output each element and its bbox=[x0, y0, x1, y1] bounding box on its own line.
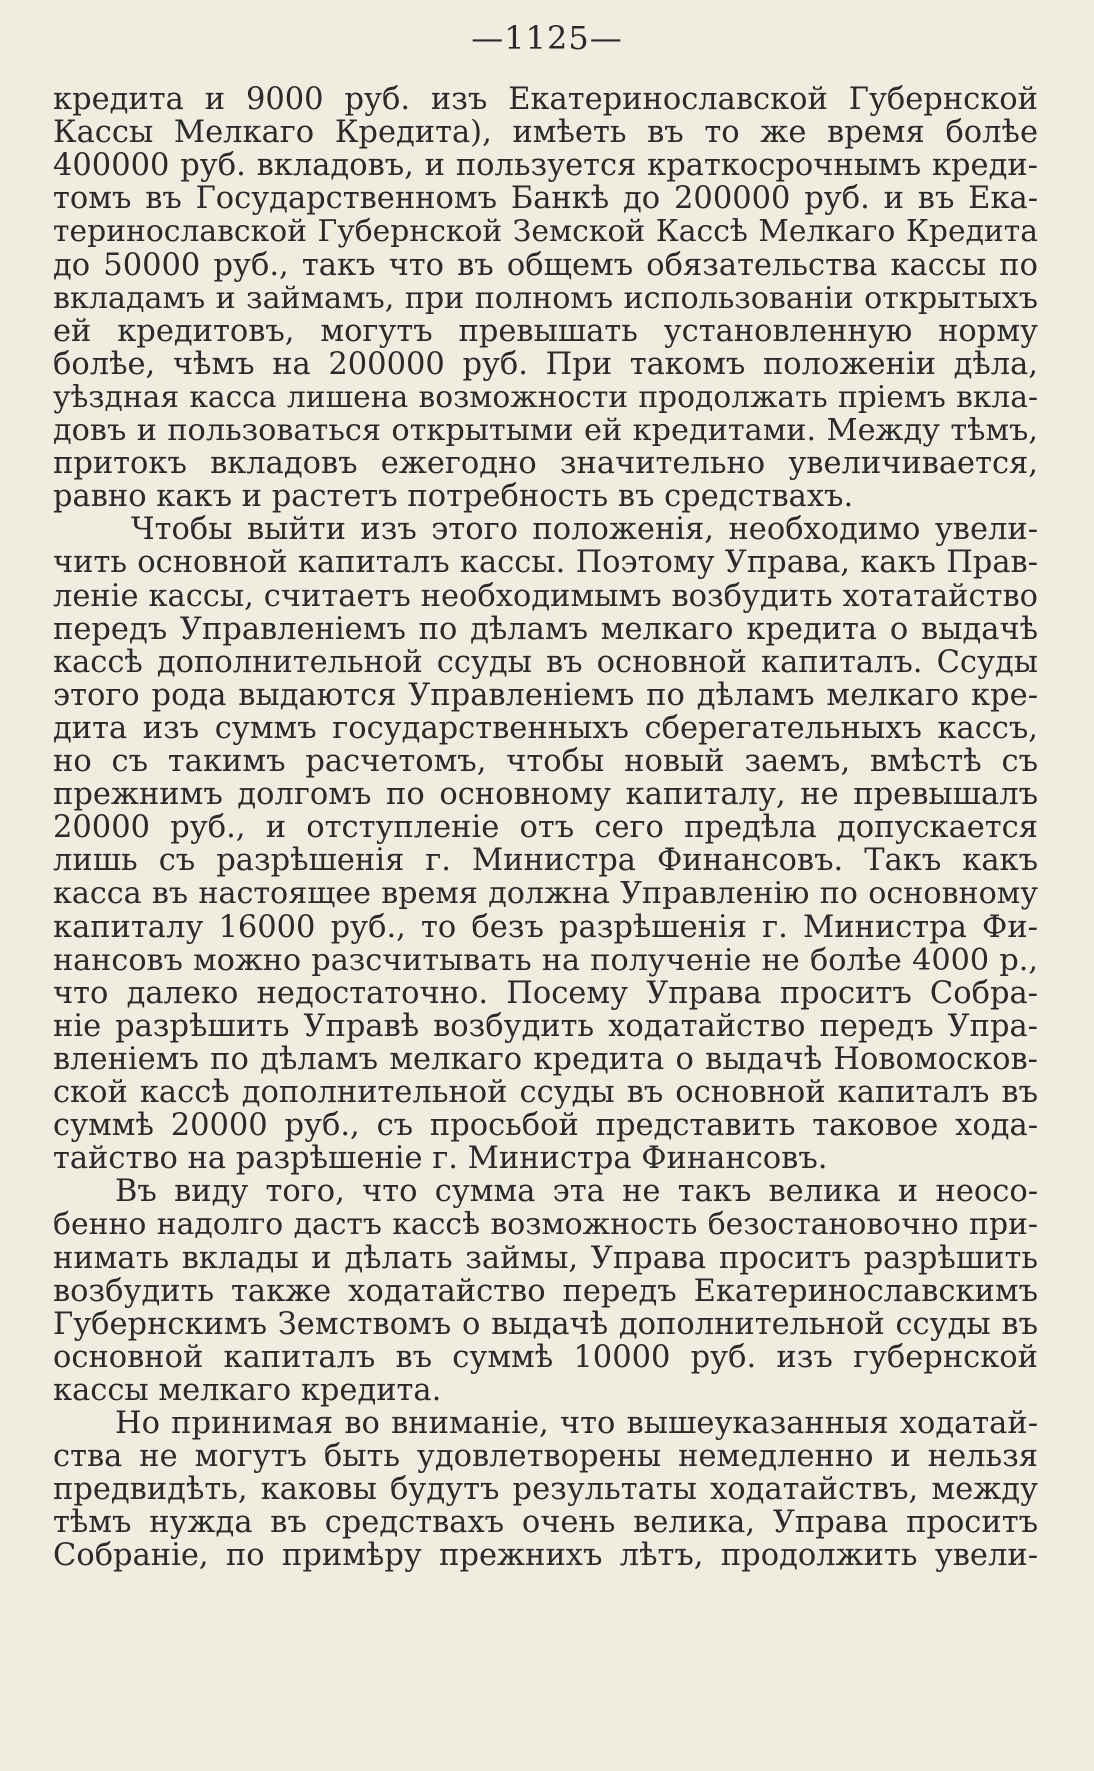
text-line: чить основной капиталъ кассы. Поэтому Управа, какъ Прав- bbox=[53, 545, 1038, 581]
text-line: Но принимая во вниманіе, что вышеуказанныя ходатай- bbox=[115, 1406, 1038, 1441]
text-line: капиталу 16000 руб., то безъ разрѣшенія г. Министра Фи- bbox=[53, 909, 1038, 945]
text-line: суммѣ 20000 руб., съ просьбой представить таковое хода- bbox=[53, 1108, 1038, 1144]
text-line: ніе разрѣшить Управѣ возбудить ходатайство передъ Упра- bbox=[53, 1008, 1038, 1044]
text-line: касса въ настоящее время должна Управленію по основному bbox=[53, 876, 1038, 912]
text-line: теринославской Губернской Земской Кассѣ Мелкаго Кредита bbox=[53, 214, 1038, 250]
text-line: вкладамъ и займамъ, при полномъ использованіи открытыхъ bbox=[53, 280, 1038, 316]
text-line: Кассы Мелкаго Кредита), имѣеть въ то же время болѣе bbox=[53, 115, 1038, 151]
text-line: ской кассѣ дополнительной ссуды въ основной капиталъ въ bbox=[53, 1075, 1038, 1110]
text-line: ей кредитовъ, могутъ превышать установленную норму bbox=[53, 313, 1038, 349]
text-line: притокъ вкладовъ ежегодно значительно увеличивается, bbox=[53, 446, 1038, 482]
text-line: прежнимъ долгомъ по основному капиталу, не превышалъ bbox=[53, 777, 1038, 813]
text-line: равно какъ и растетъ потребность въ средствахъ. bbox=[53, 479, 854, 515]
text-line: лишь съ разрѣшенія г. Министра Финансовъ. Такъ какъ bbox=[53, 843, 1038, 879]
text-line: 400000 руб. вкладовъ, и пользуется краткосрочнымъ креди- bbox=[53, 148, 1038, 184]
text-line: но съ такимъ расчетомъ, чтобы новый заемъ, вмѣстѣ съ bbox=[53, 744, 1038, 779]
text-line: этого рода выдаются Управленіемъ по дѣламъ мелкаго кре- bbox=[53, 677, 1038, 713]
text-line: нимать вклады и дѣлать займы, Управа проситъ разрѣшить bbox=[53, 1240, 1038, 1276]
text-line: до 50000 руб., такъ что въ общемъ обязательства кассы по bbox=[53, 247, 1038, 283]
text-line: леніе кассы, считаетъ необходимымъ возбудить хотатайство bbox=[53, 578, 1038, 614]
text-line: довъ и пользоваться открытыми ей кредитами. Между тѣмъ, bbox=[53, 413, 1038, 448]
text-line: тѣмъ нужда въ средствахъ очень велика, Управа проситъ bbox=[53, 1505, 1038, 1541]
text-line: возбудить также ходатайство передъ Екатеринославскимъ bbox=[53, 1273, 1038, 1309]
text-line: болѣе, чѣмъ на 200000 руб. При такомъ положеніи дѣла, bbox=[53, 346, 1038, 382]
text-line: предвидѣть, каковы будутъ результаты ходатайствъ, между bbox=[53, 1472, 1038, 1508]
text-line: Въ виду того, что сумма эта не такъ велика и неосо- bbox=[115, 1174, 1038, 1210]
text-line: кредита и 9000 руб. изъ Екатеринославской Губернской bbox=[53, 82, 1038, 117]
text-line: 20000 руб., и отступленіе отъ сего предѣла допускается bbox=[53, 810, 1038, 846]
page-number: —1125— bbox=[471, 19, 623, 57]
text-line: нансовъ можно разсчитывать на полученіе не болѣе 4000 р., bbox=[53, 942, 1038, 978]
text-line: томъ въ Государственномъ Банкѣ до 200000 руб. и въ Ека- bbox=[53, 181, 1038, 217]
text-line: Чтобы выйти изъ этого положенія, необходимо увели- bbox=[131, 512, 1038, 548]
text-line: основной капиталъ въ суммѣ 10000 руб. изъ губернской bbox=[53, 1339, 1038, 1375]
text-line: бенно надолго дастъ кассѣ возможность безостановочно при- bbox=[53, 1207, 1038, 1243]
text-line: дита изъ суммъ государственныхъ сберегательныхъ кассъ, bbox=[53, 710, 1038, 746]
text-line: Собраніе, по примѣру прежнихъ лѣтъ, продолжить увели- bbox=[53, 1538, 1038, 1574]
text-line: уѣздная касса лишена возможности продолжать пріемъ вкла- bbox=[53, 379, 1038, 415]
text-line: ства не могутъ быть удовлетворены немедленно и нельзя bbox=[53, 1439, 1038, 1475]
text-line: что далеко недостаточно. Посему Управа проситъ Собра- bbox=[53, 975, 1038, 1011]
text-line: Губернскимъ Земствомъ о выдачѣ дополнительной ссуды въ bbox=[53, 1306, 1038, 1342]
text-line: вленіемъ по дѣламъ мелкаго кредита о выдачѣ Новомосков- bbox=[53, 1041, 1038, 1077]
text-line: тайство на разрѣшеніе г. Министра Финансовъ. bbox=[53, 1141, 828, 1177]
text-line: передъ Управленіемъ по дѣламъ мелкаго кредита о выдачѣ bbox=[53, 611, 1038, 647]
text-line: кассѣ дополнительной ссуды въ основной капиталъ. Ссуды bbox=[53, 644, 1038, 680]
text-line: кассы мелкаго кредита. bbox=[53, 1372, 442, 1408]
